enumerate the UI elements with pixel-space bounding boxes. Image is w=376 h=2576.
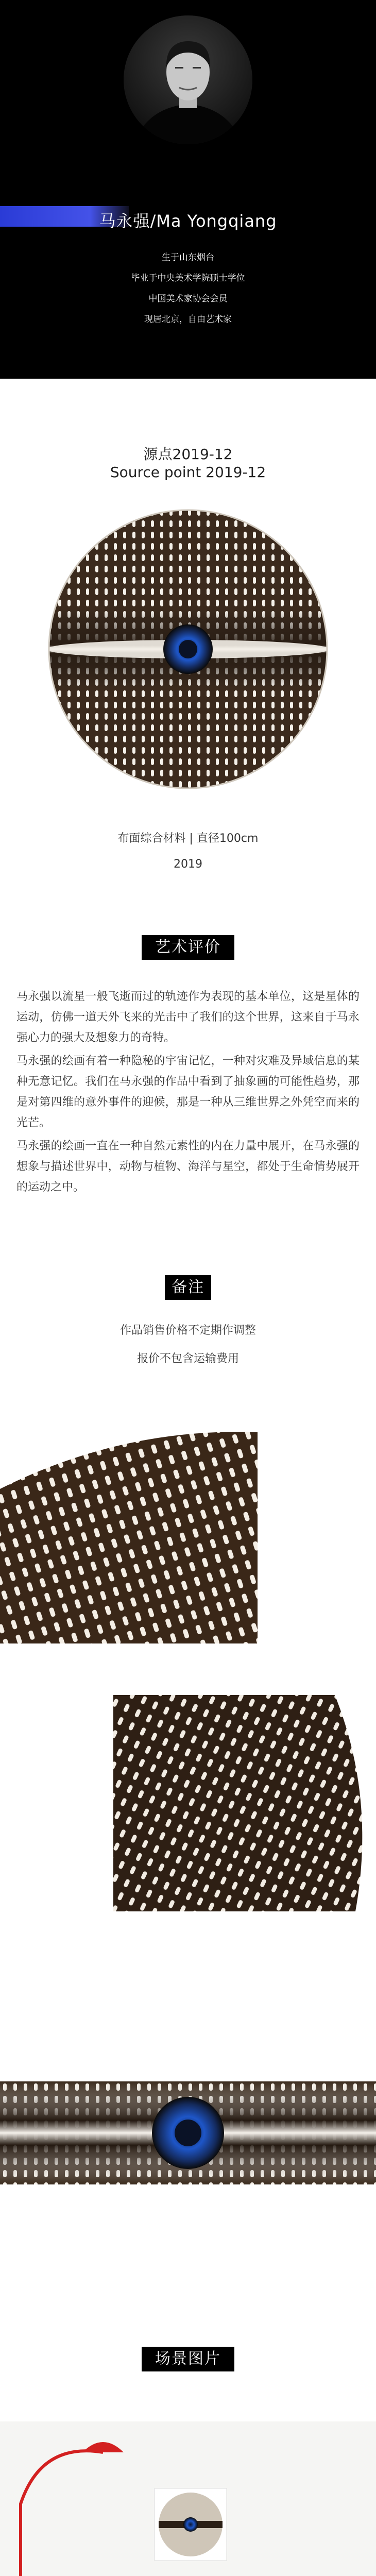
artwork-detail-image	[113, 1695, 376, 1911]
note-line: 作品销售价格不定期作调整	[119, 1324, 256, 1337]
artwork-material: 布面综合材料 | 直径100cm	[117, 832, 259, 845]
scene-heading: 场景图片	[142, 2347, 234, 2371]
artwork-detail-image	[0, 1427, 258, 1643]
review-heading: 艺术评价	[142, 935, 234, 960]
bio-line: 生于山东烟台	[162, 252, 214, 263]
review-paragraph: 马永强的绘画一直在一种自然元素性的内在力量中展开，在马永强的想象与描述世界中，动物与植物、海洋与星空，都处于生命情势展开的运动之中。	[16, 1140, 360, 1194]
artwork-year: 2019	[174, 858, 202, 871]
scene-image	[0, 2421, 376, 2576]
bio-line: 毕业于中央美术学院硕士学位	[131, 273, 245, 283]
artwork-title-en: Source point 2019-12	[110, 464, 266, 481]
bio-line: 现居北京，自由艺术家	[144, 314, 232, 325]
artist-name: 马永强/Ma Yongqiang	[99, 211, 277, 231]
artwork-title-cn: 源点2019-12	[143, 446, 233, 463]
note-line: 报价不包含运输费用	[136, 1352, 239, 1365]
artist-name-bar	[0, 206, 376, 231]
review-paragraph: 马永强以流星一般飞逝而过的轨迹作为表现的基本单位，这是星体的运动，仿佛一道天外飞来的光击中了我们的这个世界，这来自于马永强心力的强大及想象力的奇特。	[16, 990, 360, 1044]
bio-line: 中国美术家协会会员	[148, 294, 228, 304]
notes-heading: 备注	[165, 1275, 211, 1300]
artwork-image	[46, 507, 330, 791]
review-paragraph: 马永强的绘画有着一种隐秘的宇宙记忆，一种对灾难及异域信息的某种无意记忆。我们在马永强的作品中看到了抽象画的可能性趋势，那是对第四维的意外事件的迎候，那是一种从三维世界之外凭空而来的光芒。	[16, 1055, 360, 1129]
artist-portrait	[124, 15, 252, 144]
artwork-detail-image	[0, 2081, 376, 2184]
